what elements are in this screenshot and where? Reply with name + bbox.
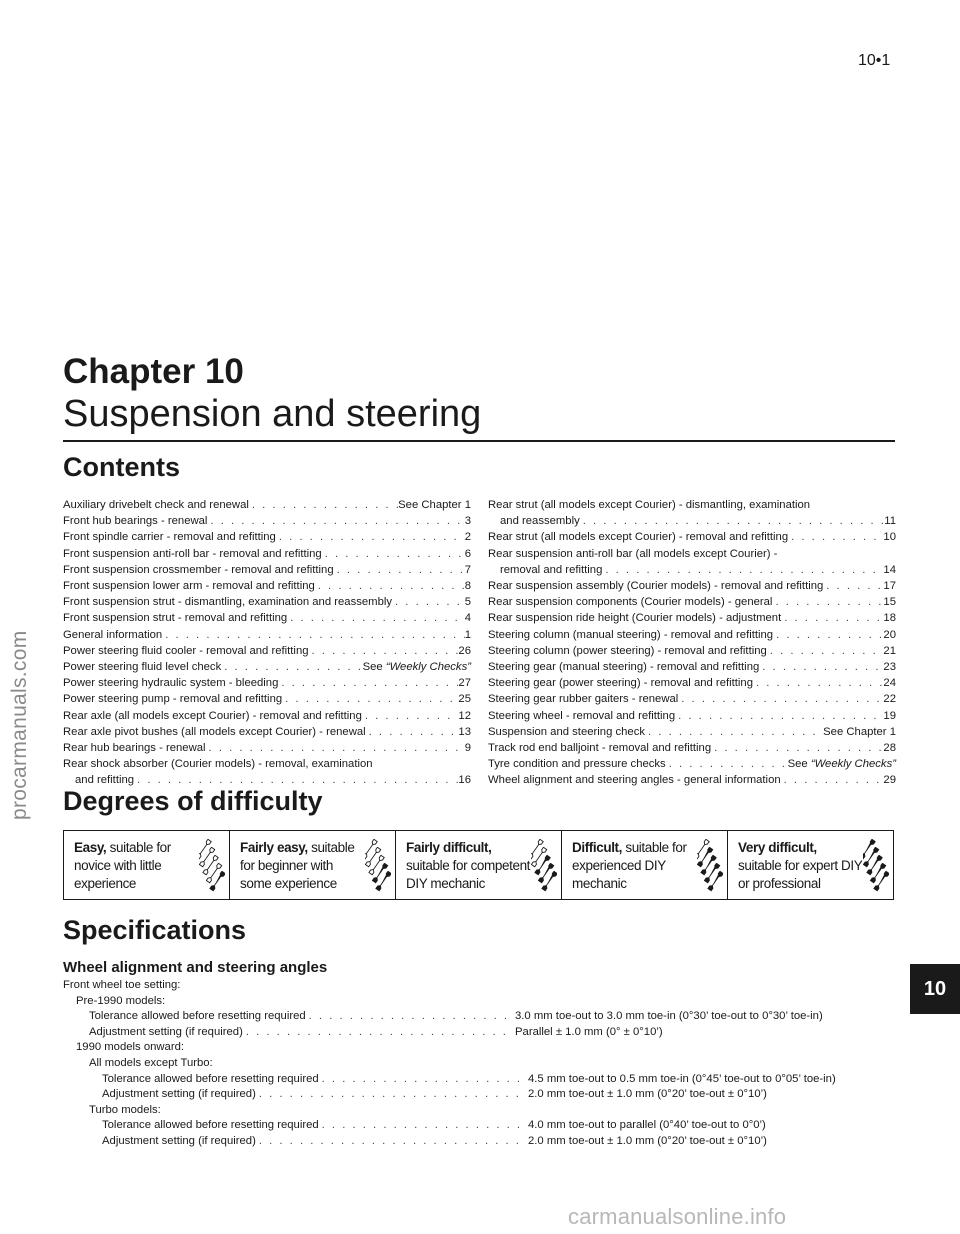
spec-label-cell xyxy=(63,1072,522,1088)
toc-entry[interactable] xyxy=(488,497,896,529)
difficulty-name: Difficult, xyxy=(572,840,622,855)
toc-entry[interactable] xyxy=(488,594,896,610)
toc-entry[interactable] xyxy=(63,529,471,545)
spec-label: Adjustment setting (if required) xyxy=(89,1025,243,1038)
dot-leader xyxy=(366,724,459,740)
dot-leader xyxy=(580,513,885,529)
spec-label: Pre-1990 models: xyxy=(76,994,166,1007)
dot-leader xyxy=(645,724,823,740)
toc-entry[interactable] xyxy=(63,562,471,578)
toc-entry-label: and refitting xyxy=(75,774,135,787)
difficulty-desc: suitable for competent xyxy=(406,858,531,873)
spec-label-cell xyxy=(63,1056,509,1072)
difficulty-level xyxy=(64,831,230,899)
toc-entry-label: Power steering hydraulic system - bleeding xyxy=(63,677,279,690)
difficulty-level xyxy=(230,831,396,899)
toc-entry-page: 22 xyxy=(883,693,896,706)
dot-leader xyxy=(256,1134,522,1150)
dot-leader xyxy=(334,562,465,578)
spec-label-cell xyxy=(63,994,496,1010)
toc-entry-label: Rear suspension ride height (Courier models) - adjustment xyxy=(488,612,782,625)
dot-leader xyxy=(322,546,465,562)
toc-entry-label: Rear suspension components (Courier models) - general xyxy=(488,596,773,609)
dot-leader xyxy=(162,627,464,643)
dot-leader xyxy=(315,578,465,594)
toc-entry[interactable] xyxy=(63,627,471,643)
toc-entry-page: See Chapter 1 xyxy=(398,499,471,511)
dot-leader xyxy=(207,513,464,529)
spanner-rating-icon xyxy=(697,839,723,895)
toc-entry-label: Steering gear (manual steering) - removal and refitting xyxy=(488,661,760,674)
spanner-rating-icon xyxy=(365,839,391,895)
spec-row xyxy=(63,1040,903,1056)
difficulty-level xyxy=(562,831,728,899)
toc-entry[interactable] xyxy=(63,756,471,788)
toc-entry-page: 8 xyxy=(464,580,471,593)
toc-entry-label: Front hub bearings - renewal xyxy=(63,515,208,528)
toc-entry-label: Rear hub bearings - renewal xyxy=(63,742,206,755)
difficulty-level xyxy=(728,831,893,899)
dot-leader xyxy=(675,708,883,724)
toc-entry[interactable] xyxy=(488,675,896,691)
toc-entry[interactable] xyxy=(63,610,471,626)
toc-entry-page: 4 xyxy=(464,612,471,625)
toc-entry-label: Auxiliary drivebelt check and renewal xyxy=(63,499,249,511)
dot-leader xyxy=(602,562,883,578)
chapter-tab-label: 10 xyxy=(923,977,947,1000)
difficulty-name: Fairly difficult, xyxy=(406,840,492,855)
dot-leader xyxy=(781,610,883,626)
toc-entry[interactable] xyxy=(488,772,896,788)
toc-entry-page: 24 xyxy=(883,677,896,690)
dot-leader xyxy=(249,497,398,513)
spec-row xyxy=(63,1056,903,1072)
toc-entry-page: 15 xyxy=(883,596,896,609)
toc-entry-label: Power steering fluid level check xyxy=(63,661,222,674)
spec-table xyxy=(63,978,903,1150)
toc-entry-label: Steering wheel - removal and refitting xyxy=(488,709,676,722)
toc-entry[interactable] xyxy=(63,594,471,610)
specifications-heading: Specifications xyxy=(63,915,247,945)
spec-label: Tolerance allowed before resetting required xyxy=(102,1072,319,1085)
dot-leader xyxy=(823,578,883,594)
spec-value: Parallel ± 1.0 mm (0° ± 0°10’) xyxy=(515,1025,663,1038)
toc-entry-continuation xyxy=(488,562,896,578)
toc-entry-page: 5 xyxy=(464,596,471,609)
toc-entry-page: 14 xyxy=(883,563,896,576)
toc-entry[interactable] xyxy=(63,675,471,691)
toc-entry[interactable] xyxy=(488,740,896,756)
difficulty-desc: suitable for expert DIY xyxy=(738,858,863,873)
spec-row xyxy=(63,1009,903,1025)
dot-leader xyxy=(276,529,465,545)
spec-subheading: Wheel alignment and steering angles xyxy=(63,959,328,976)
toc-entry-page: 2 xyxy=(464,531,471,544)
spec-row xyxy=(63,978,903,994)
toc-entry-label: Power steering fluid cooler - removal and refitting xyxy=(63,644,309,657)
toc-entry-label: Front spindle carrier - removal and refitting xyxy=(63,531,276,544)
difficulty-desc: mechanic xyxy=(572,876,627,891)
spec-value: 2.0 mm toe-out ± 1.0 mm (0°20’ toe-out ± 0°10’) xyxy=(528,1088,767,1101)
dot-leader xyxy=(788,529,883,545)
toc-entry-label: Rear suspension assembly (Courier models) - removal and refitting xyxy=(488,580,824,593)
spec-label: 1990 models onward: xyxy=(76,1041,185,1054)
spec-value: 2.0 mm toe-out ± 1.0 mm (0°20’ toe-out ± 0°10’) xyxy=(528,1134,767,1147)
spec-label-cell xyxy=(63,1134,522,1150)
title-divider xyxy=(63,440,895,442)
toc-entry[interactable] xyxy=(63,708,471,724)
toc-entry[interactable] xyxy=(488,529,896,545)
toc-entry[interactable] xyxy=(488,691,896,707)
toc-entry-label: removal and refitting xyxy=(500,563,603,576)
spec-label: Turbo models: xyxy=(89,1103,161,1116)
toc-entry[interactable] xyxy=(63,724,471,740)
difficulty-name: Very difficult, xyxy=(738,840,817,855)
difficulty-desc: or professional xyxy=(738,876,821,891)
chapter-title: Suspension and steering xyxy=(63,393,482,435)
dot-leader xyxy=(678,691,883,707)
toc-entry-page: 18 xyxy=(883,612,896,625)
toc-entry-label: Power steering pump - removal and refitting xyxy=(63,693,283,706)
spanner-rating-icon xyxy=(863,839,889,895)
toc-entry-page xyxy=(363,659,471,675)
toc-entry[interactable] xyxy=(488,578,896,594)
toc-page-ref: “Weekly Checks” xyxy=(385,661,471,674)
toc-entry[interactable] xyxy=(63,740,471,756)
dot-leader xyxy=(392,594,465,610)
toc-entry[interactable] xyxy=(488,610,896,626)
toc-entry-label: General information xyxy=(63,628,163,641)
toc-entry-label: Steering gear (power steering) - removal and refitting xyxy=(488,677,753,690)
dot-leader xyxy=(287,610,465,626)
dot-leader xyxy=(206,740,465,756)
spec-label: Front wheel toe setting: xyxy=(63,979,181,991)
toc-entry-page: 7 xyxy=(464,563,471,576)
toc-entry-page: 11 xyxy=(884,515,896,528)
toc-entry-label: Rear axle pivot bushes (all models except Courier) - renewal xyxy=(63,725,366,738)
dot-leader xyxy=(759,659,883,675)
toc-entry-label: Track rod end balljoint - removal and refitting xyxy=(488,742,712,755)
difficulty-desc: suitable for xyxy=(622,840,687,855)
difficulty-name: Easy, xyxy=(74,840,107,855)
dot-leader xyxy=(319,1072,522,1088)
toc-entry-page: 28 xyxy=(883,742,896,755)
difficulty-desc: suitable xyxy=(307,840,355,855)
dot-leader xyxy=(221,659,362,675)
toc-entry-label: Rear axle (all models except Courier) - removal and refitting xyxy=(63,709,362,722)
toc-entry-page: 26 xyxy=(458,644,471,657)
dot-leader xyxy=(767,643,884,659)
toc-page-prefix: See xyxy=(787,758,808,771)
toc-entry[interactable] xyxy=(488,643,896,659)
toc-entry-page: 3 xyxy=(464,515,471,528)
dot-leader xyxy=(243,1025,509,1041)
toc-entry[interactable] xyxy=(488,724,896,740)
toc-entry[interactable] xyxy=(63,513,471,529)
toc-entry-page: 23 xyxy=(883,661,896,674)
toc-entry-label: Rear suspension anti-roll bar (all models except Courier) - xyxy=(488,547,778,560)
difficulty-desc: novice with little xyxy=(74,858,162,873)
spec-row xyxy=(63,1072,903,1088)
dot-leader xyxy=(282,691,458,707)
toc-entry-label: Steering column (power steering) - removal and refitting xyxy=(488,644,767,657)
toc-entry-page: 21 xyxy=(883,644,896,657)
toc-entry-page: 29 xyxy=(883,774,896,787)
toc-entry-page: 19 xyxy=(883,709,896,722)
spec-row xyxy=(63,1103,903,1119)
spec-value: 4.0 mm toe-out to parallel (0°40’ toe-out to 0°0’) xyxy=(528,1119,766,1132)
side-watermark-text: procarmanuals.com xyxy=(8,630,31,820)
dot-leader xyxy=(319,1118,522,1134)
spec-row xyxy=(63,1134,903,1150)
toc-entry-page: 13 xyxy=(458,725,471,738)
difficulty-desc: experience xyxy=(74,876,137,891)
page-number: 10•1 xyxy=(858,52,891,69)
toc-entry[interactable] xyxy=(63,691,471,707)
spec-label: Adjustment setting (if required) xyxy=(102,1134,256,1147)
dot-leader xyxy=(256,1087,522,1103)
toc-entry-label: Steering column (manual steering) - removal and refitting xyxy=(488,628,774,641)
spec-label-cell xyxy=(63,1025,509,1041)
toc-entry-page: See Chapter 1 xyxy=(823,725,896,738)
footer-watermark[interactable]: carmanualsonline.info xyxy=(568,1204,787,1229)
toc-entry-page: 20 xyxy=(883,628,896,641)
toc-entry-page xyxy=(788,756,896,772)
dot-leader xyxy=(362,708,459,724)
toc-entry-continuation xyxy=(488,513,896,529)
chapter-tab[interactable] xyxy=(910,964,960,1014)
spec-label-cell xyxy=(63,1103,509,1119)
difficulty-desc: suitable for xyxy=(106,840,171,855)
toc-entry-label: Front suspension strut - removal and refitting xyxy=(63,612,288,625)
toc-entry-page: 16 xyxy=(458,774,471,787)
toc-entry-label: Rear shock absorber (Courier models) - removal, examination xyxy=(63,758,373,771)
toc-entry-label: Rear strut (all models except Courier) - removal and refitting xyxy=(488,531,789,544)
toc-entry-page: 25 xyxy=(458,693,471,706)
toc-entry-page: 12 xyxy=(458,709,471,722)
dot-leader xyxy=(666,756,788,772)
toc-entry[interactable] xyxy=(63,659,471,675)
dot-leader xyxy=(309,643,459,659)
dot-leader xyxy=(772,594,883,610)
toc-entry-label: and reassembly xyxy=(500,515,580,528)
toc-entry-label: Suspension and steering check xyxy=(488,725,646,738)
toc-entry-label: Tyre condition and pressure checks xyxy=(488,758,666,771)
spec-value: 3.0 mm toe-out to 3.0 mm toe-in (0°30’ toe-out to 0°30’ toe-in) xyxy=(515,1010,823,1023)
difficulty-heading: Degrees of difficulty xyxy=(63,786,323,816)
dot-leader xyxy=(781,772,884,788)
toc-entry[interactable] xyxy=(488,627,896,643)
toc-entry[interactable] xyxy=(488,708,896,724)
toc-entry-page: 6 xyxy=(464,547,471,560)
toc-left-column xyxy=(63,497,471,789)
dot-leader xyxy=(711,740,883,756)
difficulty-level xyxy=(396,831,562,899)
spec-label: Adjustment setting (if required) xyxy=(102,1088,256,1101)
spec-label-cell xyxy=(63,1087,522,1103)
spanner-rating-icon xyxy=(199,839,225,895)
toc-entry-label: Wheel alignment and steering angles - general information xyxy=(488,774,781,787)
toc-entry[interactable] xyxy=(488,756,896,772)
toc-entry[interactable] xyxy=(63,546,471,562)
toc-page-prefix: See xyxy=(362,661,383,674)
toc-entry-page: 27 xyxy=(458,677,471,690)
spanner-rating-icon xyxy=(531,839,557,895)
spec-label: All models except Turbo: xyxy=(89,1056,213,1069)
spec-label: Tolerance allowed before resetting required xyxy=(102,1119,319,1132)
toc-page-ref: “Weekly Checks” xyxy=(810,758,896,771)
toc-entry-page: 10 xyxy=(883,531,896,544)
toc-entry-label: Steering gear rubber gaiters - renewal xyxy=(488,693,679,706)
spec-label-cell xyxy=(63,1118,522,1134)
dot-leader xyxy=(278,675,458,691)
spec-value: 4.5 mm toe-out to 0.5 mm toe-in (0°45’ toe-out to 0°05’ toe-in) xyxy=(528,1072,836,1085)
spec-row xyxy=(63,1025,903,1041)
toc-entry-page: 17 xyxy=(883,580,896,593)
toc-entry-label: Front suspension strut - dismantling, examination and reassembly xyxy=(63,596,393,609)
difficulty-desc: DIY mechanic xyxy=(406,876,485,891)
difficulty-scale xyxy=(63,830,894,900)
spec-label-cell xyxy=(63,1040,496,1056)
chapter-number: Chapter 10 xyxy=(63,352,244,391)
spec-row xyxy=(63,1118,903,1134)
toc-entry-label: Front suspension lower arm - removal and refitting xyxy=(63,580,315,593)
spec-label-cell xyxy=(63,1009,509,1025)
toc-entry-label: Front suspension crossmember - removal and refitting xyxy=(63,563,334,576)
toc-entry[interactable] xyxy=(63,578,471,594)
toc-right-column xyxy=(488,497,896,789)
toc-entry-label: Rear strut (all models except Courier) - dismantling, examination xyxy=(488,499,811,511)
spec-label-cell xyxy=(63,978,483,994)
toc-entry[interactable] xyxy=(488,546,896,578)
spec-label: Tolerance allowed before resetting required xyxy=(89,1010,306,1023)
contents-heading: Contents xyxy=(63,452,180,482)
spec-row xyxy=(63,994,903,1010)
toc-entry[interactable] xyxy=(488,659,896,675)
difficulty-desc: for beginner with xyxy=(240,858,334,873)
difficulty-desc: experienced DIY xyxy=(572,858,666,873)
toc-entry[interactable] xyxy=(63,497,471,513)
difficulty-name: Fairly easy, xyxy=(240,840,308,855)
difficulty-desc: some experience xyxy=(240,876,337,891)
toc-entry-page: 1 xyxy=(464,628,471,641)
dot-leader xyxy=(753,675,883,691)
toc-entry-label: Front suspension anti-roll bar - removal and refitting xyxy=(63,547,322,560)
toc-entry-page: 9 xyxy=(464,742,471,755)
spec-row xyxy=(63,1087,903,1103)
dot-leader xyxy=(773,627,883,643)
dot-leader xyxy=(306,1009,509,1025)
toc-entry[interactable] xyxy=(63,643,471,659)
